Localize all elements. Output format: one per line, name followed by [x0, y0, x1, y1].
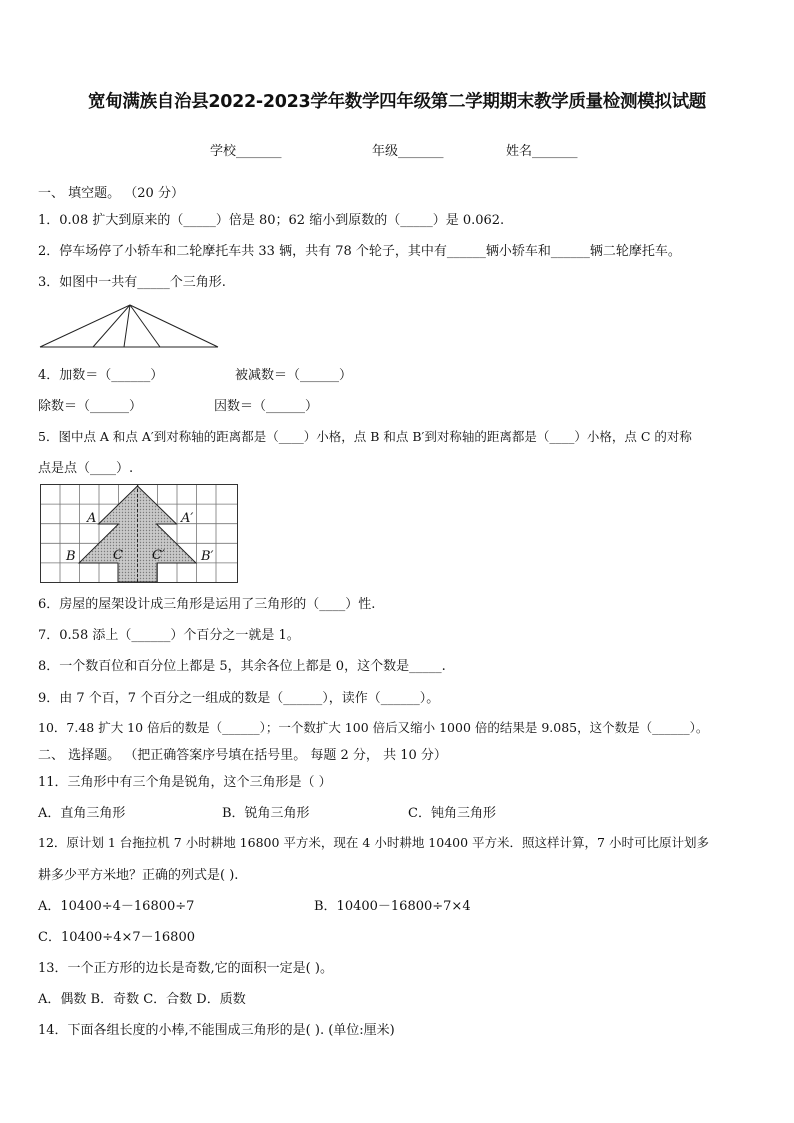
question-5-line2: 点是点（____）. — [38, 461, 134, 476]
question-5-line1: 5．图中点 A 和点 A′到对称轴的距离都是（____）小格，点 B 和点 B′到对称轴的距离都是（____）小格，点 C 的对称 — [38, 429, 692, 444]
question-11: 11．三角形中有三个角是锐角，这个三角形是（ ） — [38, 775, 332, 790]
question-9: 9．由 7 个百，7 个百分之一组成的数是（______），读作（______）。 — [38, 691, 440, 706]
label-C: C — [113, 548, 123, 563]
section-fill-blank: 一、 填空题。 （20 分） — [38, 186, 184, 201]
fan-ray — [40, 305, 130, 347]
question-12-option-b: B．10400－16800÷7×4 — [314, 899, 471, 914]
question-7: 7．0.58 添上（______）个百分之一就是 1。 — [38, 628, 300, 643]
section-choice: 二、 选择题。 （把正确答案序号填在括号里。 每题 2 分， 共 10 分） — [38, 748, 447, 763]
question-4-factor: 因数＝（______） — [214, 399, 319, 414]
symmetry-grid-figure — [40, 484, 239, 584]
question-12-option-a: A．10400÷4－16800÷7 — [38, 899, 195, 914]
question-12-line1: 12．原计划 1 台拖拉机 7 小时耕地 16800 平方米，现在 4 小时耕地 10400 平方米．照这样计算，7 小时可比原计划多 — [38, 835, 709, 850]
grade-field: 年级_______ — [372, 144, 444, 159]
question-6: 6．房屋的屋架设计成三角形是运用了三角形的（____）性. — [38, 597, 376, 612]
school-field: 学校_______ — [210, 144, 282, 159]
question-12-line2: 耕多少平方米地？正确的列式是( ). — [38, 868, 239, 883]
question-11-option-c: C．钝角三角形 — [408, 806, 496, 821]
question-10: 10．7.48 扩大 10 倍后的数是（______）；一个数扩大 100 倍后又缩小 1000 倍的结果是 9.085，这个数是（______）。 — [38, 720, 709, 735]
triangle-fan-figure — [38, 303, 220, 349]
question-4-addend: 4．加数＝（______） — [38, 368, 164, 383]
question-14: 14．下面各组长度的小棒,不能围成三角形的是( ). (单位:厘米) — [38, 1023, 395, 1038]
label-A-prime: A′ — [181, 511, 194, 526]
question-8: 8．一个数百位和百分位上都是 5，其余各位上都是 0，这个数是_____. — [38, 659, 446, 674]
label-B: B — [66, 549, 76, 564]
question-11-option-a: A．直角三角形 — [38, 806, 126, 821]
question-2: 2．停车场停了小轿车和二轮摩托车共 33 辆，共有 78 个轮子，其中有______辆小轿车和______辆二轮摩托车。 — [38, 244, 681, 259]
label-C-prime: C′ — [152, 548, 165, 563]
question-11-option-b: B．锐角三角形 — [222, 806, 310, 821]
question-13-options: A．偶数 B．奇数 C．合数 D．质数 — [38, 992, 246, 1007]
question-1: 1．0.08 扩大到原来的（_____）倍是 80；62 缩小到原数的（_____）是 0.062. — [38, 213, 505, 228]
label-A: A — [87, 511, 97, 526]
question-12-option-c: C．10400÷4×7－16800 — [38, 930, 195, 945]
name-field: 姓名_______ — [506, 144, 578, 159]
page-title: 宽甸满族自治县2022-2023学年数学四年级第二学期期末教学质量检测模拟试题 — [88, 92, 706, 112]
question-4-minuend: 被减数＝（______） — [235, 368, 353, 383]
question-3: 3．如图中一共有_____个三角形. — [38, 275, 226, 290]
question-4-divisor: 除数＝（______） — [38, 399, 143, 414]
label-B-prime: B′ — [201, 549, 214, 564]
fan-ray — [130, 305, 160, 347]
fan-ray — [130, 305, 218, 347]
question-13: 13．一个正方形的边长是奇数,它的面积一定是( )。 — [38, 961, 333, 976]
